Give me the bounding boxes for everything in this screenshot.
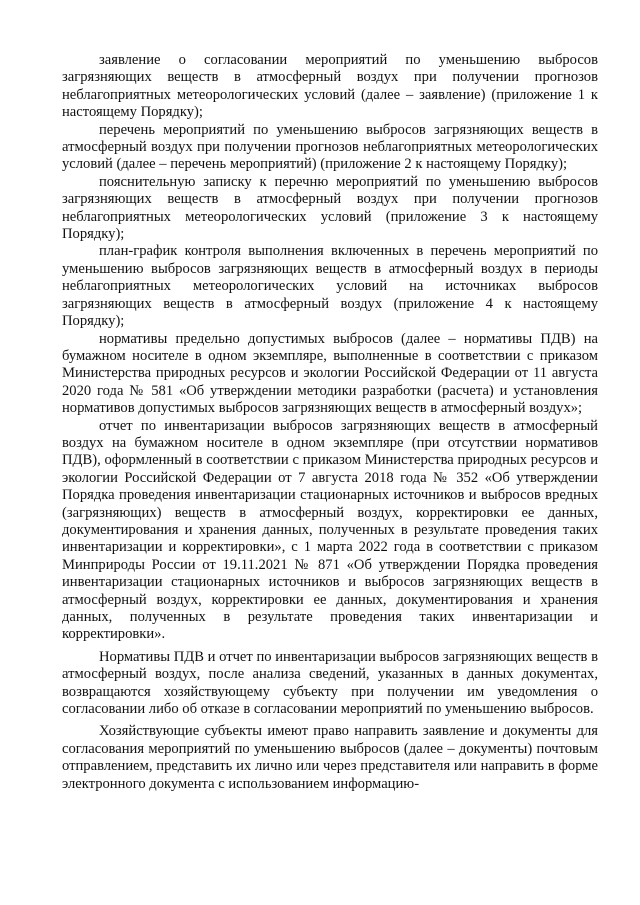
paragraph-pdv-standards: нормативы предельно допустимых выбросов (далее – нормативы ПДВ) на бумажном носителе в одном экземпляре, выполненные в соответствии с приказом Министерства природных ресурсов и экологии Российской Федерации от 11 августа 2020 года № 581 «Об утверждении методики разработки (расчета) и установления нормативов допустимых выбросов загрязняющих веществ в атмосферный воздух»; <box>62 330 598 417</box>
paragraph-inventory-report: отчет по инвентаризации выбросов загрязняющих веществ в атмосферный воздух на бумажном носителе в одном экземпляре (при отсутствии нормативов ПДВ), оформленный в соответствии с приказом Министерства природных ресурсов и экологии Российской Федерации от 7 августа 2018 года № 352 «Об утверждении Порядка проведения инвентаризации стационарных источников и выбросов вредных (загрязняющих) веществ в атмосферный воздух, корректировки ее данных, документирования и хранения данных, полученных в результате проведения таких инвентаризации и корректировки», с 1 марта 2022 года в соответствии с приказом Минприроды России от 19.11.2021 № 871 «Об утверждении Порядка проведения инвентаризации стационарных источников и выбросов загрязняющих веществ в атмосферный воздух, корректировки ее данных, документирования и хранения данных, полученных в результате проведения таких инвентаризации и корректировки». <box>62 417 598 643</box>
paragraph-submission-rights: Хозяйствующие субъекты имеют право направить заявление и документы для согласования мероприятий по уменьшению выбросов (далее – документы) почтовым отправлением, представить их лично или через представителя или направить в форме электронного документа с использованием информацию- <box>62 723 598 792</box>
document-page <box>62 52 598 793</box>
paragraph-application: заявление о согласовании мероприятий по уменьшению выбросов загрязняющих веществ в атмосферный воздух при получении прогнозов неблагоприятных метеорологических условий (далее – заявление) (приложение 1 к настоящему Порядку); <box>62 52 598 121</box>
paragraph-explanatory-note: пояснительную записку к перечню мероприятий по уменьшению выбросов загрязняющих веществ в атмосферный воздух при получении прогнозов неблагоприятных метеорологических условий (приложение 3 к настоящему Порядку); <box>62 173 598 243</box>
paragraph-documents-return: Нормативы ПДВ и отчет по инвентаризации выбросов загрязняющих веществ в атмосферный воздух, после анализа сведений, указанных в данных документах, возвращаются хозяйствующему субъекту при получении им уведомления о согласовании либо об отказе в согласовании мероприятий по уменьшению выбросов. <box>62 648 598 718</box>
paragraph-control-schedule: план-график контроля выполнения включенных в перечень мероприятий по уменьшению выбросов загрязняющих веществ в атмосферный воздух в периоды неблагоприятных метеорологических условий на источниках выбросов загрязняющих веществ в атмосферный воздух (приложение 4 к настоящему Порядку); <box>62 243 598 330</box>
paragraph-measures-list: перечень мероприятий по уменьшению выбросов загрязняющих веществ в атмосферный воздух при получении прогнозов неблагоприятных метеорологических условий (далее – перечень мероприятий) (приложение 2 к настоящему Порядку); <box>62 121 598 173</box>
